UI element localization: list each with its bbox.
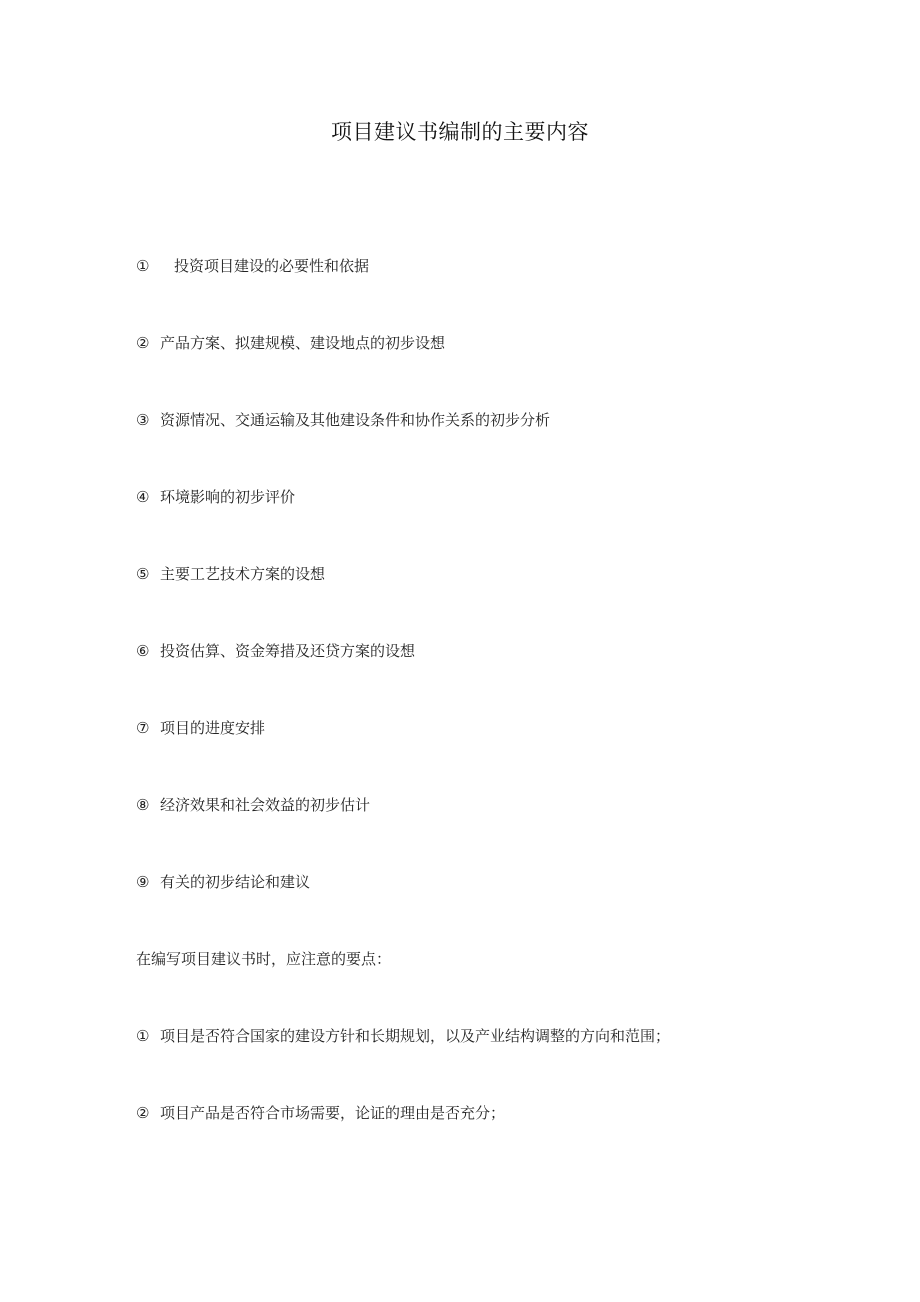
- item-text: 资源情况、交通运输及其他建设条件和协作关系的初步分析: [160, 411, 551, 429]
- item-text: 投资估算、资金筹措及还贷方案的设想: [160, 642, 416, 660]
- item-number: ①: [136, 257, 150, 275]
- item-number: ⑨: [136, 873, 150, 891]
- item-text: 环境影响的初步评价: [160, 488, 296, 506]
- notes-intro: 在编写项目建议书时，应注意的要点：: [136, 950, 392, 968]
- note-text: 项目是否符合国家的建设方针和长期规划，以及产业结构调整的方向和范围；: [160, 1027, 671, 1045]
- item-number: ⑦: [136, 719, 150, 737]
- content-item-6: [136, 640, 415, 662]
- item-text: 经济效果和社会效益的初步估计: [160, 796, 371, 814]
- note-item-2: [136, 1102, 505, 1124]
- item-number: ⑥: [136, 642, 150, 660]
- document-title: 项目建议书编制的主要内容: [331, 120, 589, 144]
- item-text: 有关的初步结论和建议: [160, 873, 311, 891]
- item-number: ③: [136, 411, 150, 429]
- content-item-2: [136, 332, 445, 354]
- content-item-4: [136, 486, 295, 508]
- content-item-5: [136, 563, 325, 585]
- item-text: 项目的进度安排: [160, 719, 266, 737]
- note-text: 项目产品是否符合市场需要，论证的理由是否充分；: [160, 1104, 506, 1122]
- content-item-7: [136, 717, 265, 739]
- item-text: 主要工艺技术方案的设想: [160, 565, 326, 583]
- note-number: ①: [136, 1027, 150, 1045]
- note-item-1: [136, 1025, 670, 1047]
- item-number: ④: [136, 488, 150, 506]
- item-number: ⑧: [136, 796, 150, 814]
- item-text: 产品方案、拟建规模、建设地点的初步设想: [160, 334, 446, 352]
- content-item-8: [136, 794, 370, 816]
- content-item-1: [136, 255, 369, 277]
- item-number: ⑤: [136, 565, 150, 583]
- content-item-3: [136, 409, 550, 431]
- content-item-9: [136, 871, 310, 893]
- item-text: 投资项目建设的必要性和依据: [174, 257, 370, 275]
- item-number: ②: [136, 334, 150, 352]
- note-number: ②: [136, 1104, 150, 1122]
